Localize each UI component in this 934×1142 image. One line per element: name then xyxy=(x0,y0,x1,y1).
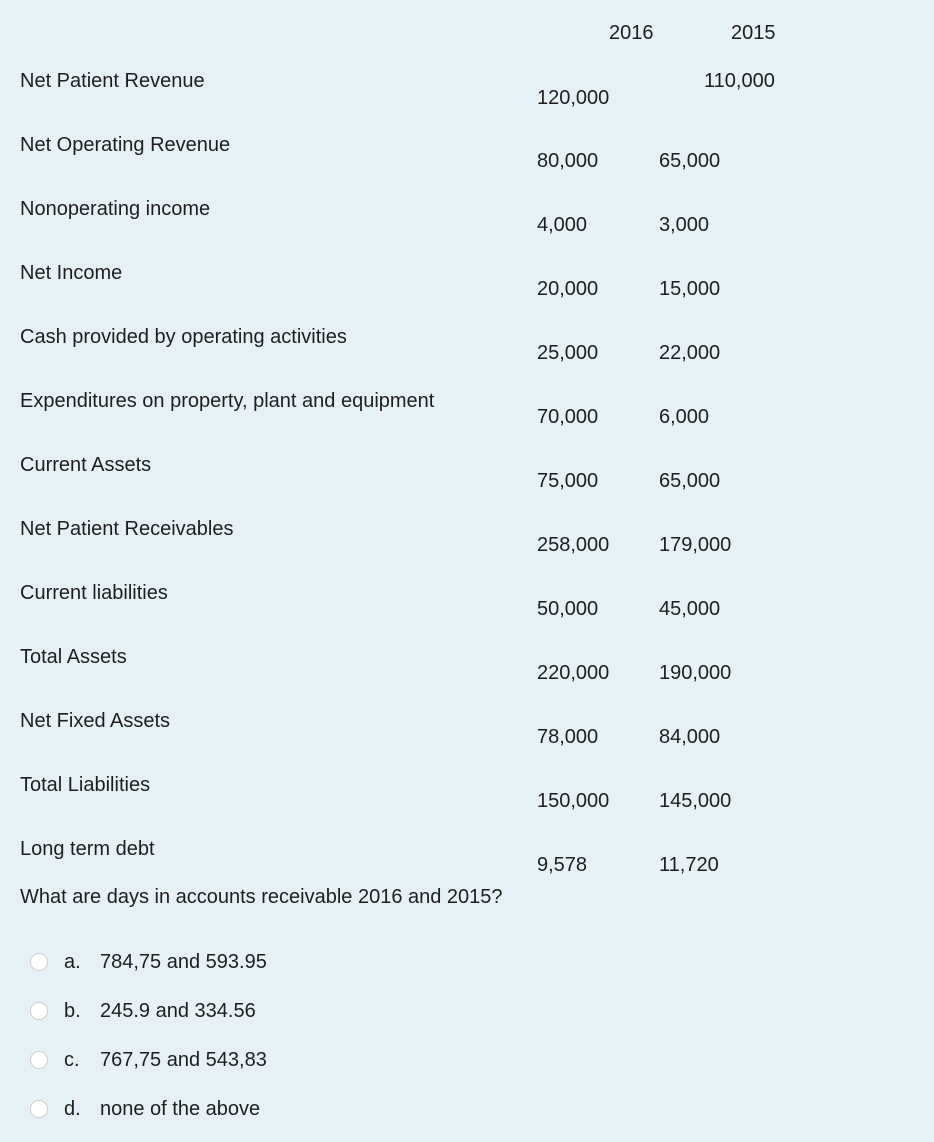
radio-button-icon[interactable] xyxy=(30,1051,48,1069)
value-2015-nonoperating-income: 3,000 xyxy=(659,214,710,236)
row-label-net-income: Net Income xyxy=(20,262,123,284)
value-2015-expenditures-ppe: 6,000 xyxy=(659,406,710,428)
option-letter: d. xyxy=(64,1097,81,1120)
value-2015-current-liabilities: 45,000 xyxy=(659,598,721,620)
option-text: none of the above xyxy=(100,1097,261,1120)
value-2016-net-income: 20,000 xyxy=(537,278,599,300)
row-label-total-assets: Total Assets xyxy=(20,646,127,668)
value-2016-current-assets: 75,000 xyxy=(537,470,599,492)
option-letter: b. xyxy=(64,999,81,1022)
row-label-cash-operating-activities: Cash provided by operating activities xyxy=(20,326,347,348)
row-label-total-liabilities: Total Liabilities xyxy=(20,774,151,796)
value-2015-net-income: 15,000 xyxy=(659,278,721,300)
radio-button-icon[interactable] xyxy=(30,1002,48,1020)
option-text: 245.9 and 334.56 xyxy=(100,999,256,1022)
column-header-2016: 2016 xyxy=(609,22,654,44)
value-2016-nonoperating-income: 4,000 xyxy=(537,214,588,236)
value-2015-cash-operating-activities: 22,000 xyxy=(659,342,721,364)
value-2016-long-term-debt: 9,578 xyxy=(537,854,588,876)
value-2016-net-patient-receivables: 258,000 xyxy=(537,534,610,556)
value-2015-current-assets: 65,000 xyxy=(659,470,721,492)
row-label-current-liabilities: Current liabilities xyxy=(20,582,168,604)
column-header-2015: 2015 xyxy=(731,22,776,44)
option-text: 784,75 and 593.95 xyxy=(100,950,267,973)
value-2016-current-liabilities: 50,000 xyxy=(537,598,599,620)
value-2016-total-liabilities: 150,000 xyxy=(537,790,610,812)
row-label-net-fixed-assets: Net Fixed Assets xyxy=(20,710,171,732)
radio-button-icon[interactable] xyxy=(30,1100,48,1118)
value-2016-net-operating-revenue: 80,000 xyxy=(537,150,599,172)
option-text: 767,75 and 543,83 xyxy=(100,1048,267,1071)
row-label-nonoperating-income: Nonoperating income xyxy=(20,198,211,220)
question-text: What are days in accounts receivable 2016 and 2015? xyxy=(20,886,503,908)
row-label-current-assets: Current Assets xyxy=(20,454,152,476)
row-label-net-patient-revenue: Net Patient Revenue xyxy=(20,70,205,92)
value-2015-net-operating-revenue: 65,000 xyxy=(659,150,721,172)
option-letter: c. xyxy=(64,1048,80,1071)
value-2016-net-fixed-assets: 78,000 xyxy=(537,726,599,748)
row-label-long-term-debt: Long term debt xyxy=(20,838,155,860)
row-label-net-patient-receivables: Net Patient Receivables xyxy=(20,518,234,540)
value-2015-net-fixed-assets: 84,000 xyxy=(659,726,721,748)
value-2016-total-assets: 220,000 xyxy=(537,662,610,684)
value-2016-net-patient-revenue: 120,000 xyxy=(537,87,610,109)
answer-option-b[interactable] xyxy=(30,998,256,1024)
radio-button-icon[interactable] xyxy=(30,953,48,971)
value-2015-net-patient-receivables: 179,000 xyxy=(659,534,732,556)
value-2015-total-assets: 190,000 xyxy=(659,662,732,684)
row-label-expenditures-ppe: Expenditures on property, plant and equipment xyxy=(20,390,435,412)
value-2016-cash-operating-activities: 25,000 xyxy=(537,342,599,364)
value-2015-total-liabilities: 145,000 xyxy=(659,790,732,812)
row-label-net-operating-revenue: Net Operating Revenue xyxy=(20,134,231,156)
answer-option-a[interactable] xyxy=(30,949,267,975)
value-2015-long-term-debt: 11,720 xyxy=(659,854,719,876)
option-letter: a. xyxy=(64,950,81,973)
value-2016-expenditures-ppe: 70,000 xyxy=(537,406,599,428)
answer-option-c[interactable] xyxy=(30,1047,267,1073)
answer-option-d[interactable] xyxy=(30,1096,260,1122)
value-2015-net-patient-revenue: 110,000 xyxy=(704,70,775,92)
